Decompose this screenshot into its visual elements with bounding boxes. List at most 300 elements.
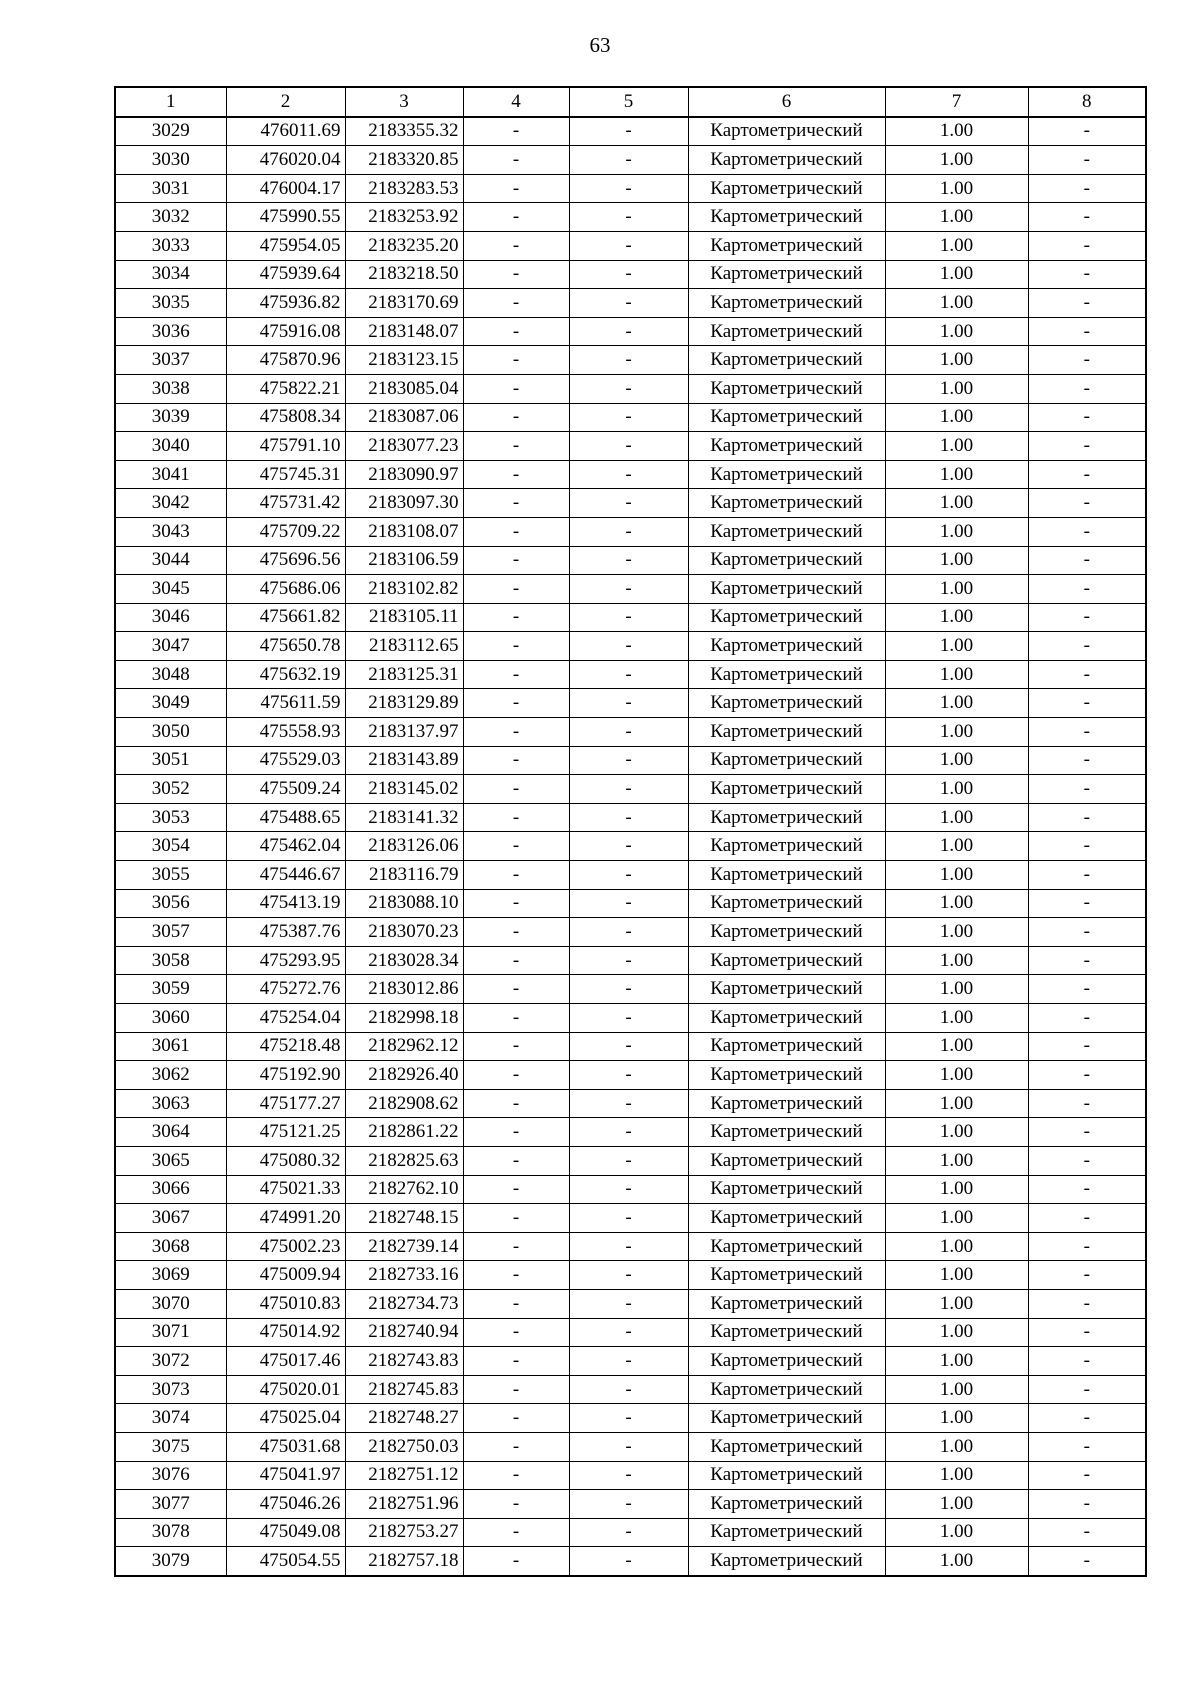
method-cell: Картометрический bbox=[688, 231, 885, 260]
method-cell: Картометрический bbox=[688, 1261, 885, 1290]
accuracy-cell: 1.00 bbox=[885, 1318, 1028, 1347]
accuracy-cell: 1.00 bbox=[885, 1461, 1028, 1490]
x-coordinate-cell: 475870.96 bbox=[226, 346, 345, 375]
column-4-cell: - bbox=[463, 1461, 569, 1490]
table-row bbox=[115, 1518, 1146, 1547]
column-4-cell: - bbox=[463, 460, 569, 489]
column-4-cell: - bbox=[463, 174, 569, 203]
column-4-cell: - bbox=[463, 918, 569, 947]
accuracy-cell: 1.00 bbox=[885, 460, 1028, 489]
accuracy-cell: 1.00 bbox=[885, 260, 1028, 289]
y-coordinate-cell: 2183143.89 bbox=[345, 746, 463, 775]
accuracy-cell: 1.00 bbox=[885, 146, 1028, 175]
table-row bbox=[115, 1289, 1146, 1318]
table-row bbox=[115, 689, 1146, 718]
y-coordinate-cell: 2183355.32 bbox=[345, 117, 463, 146]
accuracy-cell: 1.00 bbox=[885, 918, 1028, 947]
column-8-cell: - bbox=[1028, 1146, 1146, 1175]
x-coordinate-cell: 475009.94 bbox=[226, 1261, 345, 1290]
method-cell: Картометрический bbox=[688, 1432, 885, 1461]
accuracy-cell: 1.00 bbox=[885, 289, 1028, 318]
table-row bbox=[115, 632, 1146, 661]
table-row bbox=[115, 289, 1146, 318]
accuracy-cell: 1.00 bbox=[885, 317, 1028, 346]
column-8-cell: - bbox=[1028, 1490, 1146, 1519]
accuracy-cell: 1.00 bbox=[885, 746, 1028, 775]
point-number-cell: 3063 bbox=[115, 1089, 226, 1118]
column-5-cell: - bbox=[569, 1289, 688, 1318]
column-5-cell: - bbox=[569, 918, 688, 947]
table-row bbox=[115, 403, 1146, 432]
x-coordinate-cell: 475990.55 bbox=[226, 203, 345, 232]
column-8-cell: - bbox=[1028, 832, 1146, 861]
column-4-cell: - bbox=[463, 289, 569, 318]
method-cell: Картометрический bbox=[688, 918, 885, 947]
method-cell: Картометрический bbox=[688, 1061, 885, 1090]
column-header: 5 bbox=[569, 87, 688, 117]
column-5-cell: - bbox=[569, 1004, 688, 1033]
point-number-cell: 3042 bbox=[115, 489, 226, 518]
table-row bbox=[115, 918, 1146, 947]
y-coordinate-cell: 2183170.69 bbox=[345, 289, 463, 318]
table-row bbox=[115, 1204, 1146, 1233]
x-coordinate-cell: 475791.10 bbox=[226, 432, 345, 461]
column-8-cell: - bbox=[1028, 1232, 1146, 1261]
table-row bbox=[115, 1089, 1146, 1118]
accuracy-cell: 1.00 bbox=[885, 489, 1028, 518]
accuracy-cell: 1.00 bbox=[885, 718, 1028, 747]
x-coordinate-cell: 475446.67 bbox=[226, 861, 345, 890]
method-cell: Картометрический bbox=[688, 1232, 885, 1261]
column-5-cell: - bbox=[569, 803, 688, 832]
y-coordinate-cell: 2183077.23 bbox=[345, 432, 463, 461]
column-8-cell: - bbox=[1028, 889, 1146, 918]
column-4-cell: - bbox=[463, 632, 569, 661]
column-5-cell: - bbox=[569, 1261, 688, 1290]
point-number-cell: 3035 bbox=[115, 289, 226, 318]
point-number-cell: 3048 bbox=[115, 660, 226, 689]
column-4-cell: - bbox=[463, 203, 569, 232]
method-cell: Картометрический bbox=[688, 517, 885, 546]
accuracy-cell: 1.00 bbox=[885, 1432, 1028, 1461]
point-number-cell: 3066 bbox=[115, 1175, 226, 1204]
column-5-cell: - bbox=[569, 746, 688, 775]
table-row bbox=[115, 203, 1146, 232]
x-coordinate-cell: 475020.01 bbox=[226, 1375, 345, 1404]
table-row bbox=[115, 1490, 1146, 1519]
x-coordinate-cell: 475611.59 bbox=[226, 689, 345, 718]
x-coordinate-cell: 475709.22 bbox=[226, 517, 345, 546]
column-8-cell: - bbox=[1028, 632, 1146, 661]
point-number-cell: 3075 bbox=[115, 1432, 226, 1461]
column-5-cell: - bbox=[569, 346, 688, 375]
column-4-cell: - bbox=[463, 117, 569, 146]
point-number-cell: 3049 bbox=[115, 689, 226, 718]
column-4-cell: - bbox=[463, 432, 569, 461]
x-coordinate-cell: 475686.06 bbox=[226, 575, 345, 604]
column-8-cell: - bbox=[1028, 660, 1146, 689]
column-5-cell: - bbox=[569, 632, 688, 661]
accuracy-cell: 1.00 bbox=[885, 174, 1028, 203]
page-number: 63 bbox=[589, 33, 611, 57]
method-cell: Картометрический bbox=[688, 1547, 885, 1576]
point-number-cell: 3072 bbox=[115, 1347, 226, 1376]
x-coordinate-cell: 475177.27 bbox=[226, 1089, 345, 1118]
column-header: 8 bbox=[1028, 87, 1146, 117]
y-coordinate-cell: 2183145.02 bbox=[345, 775, 463, 804]
column-8-cell: - bbox=[1028, 861, 1146, 890]
point-number-cell: 3062 bbox=[115, 1061, 226, 1090]
y-coordinate-cell: 2183123.15 bbox=[345, 346, 463, 375]
table-row bbox=[115, 803, 1146, 832]
x-coordinate-cell: 475916.08 bbox=[226, 317, 345, 346]
accuracy-cell: 1.00 bbox=[885, 1547, 1028, 1576]
column-5-cell: - bbox=[569, 1375, 688, 1404]
column-4-cell: - bbox=[463, 517, 569, 546]
y-coordinate-cell: 2182753.27 bbox=[345, 1518, 463, 1547]
column-4-cell: - bbox=[463, 1375, 569, 1404]
point-number-cell: 3044 bbox=[115, 546, 226, 575]
y-coordinate-cell: 2183283.53 bbox=[345, 174, 463, 203]
column-8-cell: - bbox=[1028, 117, 1146, 146]
method-cell: Картометрический bbox=[688, 1347, 885, 1376]
point-number-cell: 3056 bbox=[115, 889, 226, 918]
method-cell: Картометрический bbox=[688, 203, 885, 232]
column-header: 7 bbox=[885, 87, 1028, 117]
column-8-cell: - bbox=[1028, 317, 1146, 346]
point-number-cell: 3050 bbox=[115, 718, 226, 747]
y-coordinate-cell: 2182739.14 bbox=[345, 1232, 463, 1261]
accuracy-cell: 1.00 bbox=[885, 660, 1028, 689]
column-5-cell: - bbox=[569, 1118, 688, 1147]
column-5-cell: - bbox=[569, 1232, 688, 1261]
accuracy-cell: 1.00 bbox=[885, 632, 1028, 661]
method-cell: Картометрический bbox=[688, 718, 885, 747]
column-8-cell: - bbox=[1028, 803, 1146, 832]
x-coordinate-cell: 475017.46 bbox=[226, 1347, 345, 1376]
accuracy-cell: 1.00 bbox=[885, 1061, 1028, 1090]
method-cell: Картометрический bbox=[688, 1404, 885, 1433]
method-cell: Картометрический bbox=[688, 1118, 885, 1147]
column-8-cell: - bbox=[1028, 1347, 1146, 1376]
column-4-cell: - bbox=[463, 146, 569, 175]
column-8-cell: - bbox=[1028, 1518, 1146, 1547]
column-8-cell: - bbox=[1028, 1032, 1146, 1061]
column-4-cell: - bbox=[463, 603, 569, 632]
point-number-cell: 3033 bbox=[115, 231, 226, 260]
column-4-cell: - bbox=[463, 403, 569, 432]
method-cell: Картометрический bbox=[688, 432, 885, 461]
method-cell: Картометрический bbox=[688, 1289, 885, 1318]
x-coordinate-cell: 475041.97 bbox=[226, 1461, 345, 1490]
point-number-cell: 3079 bbox=[115, 1547, 226, 1576]
accuracy-cell: 1.00 bbox=[885, 1089, 1028, 1118]
method-cell: Картометрический bbox=[688, 775, 885, 804]
point-number-cell: 3030 bbox=[115, 146, 226, 175]
method-cell: Картометрический bbox=[688, 174, 885, 203]
point-number-cell: 3068 bbox=[115, 1232, 226, 1261]
x-coordinate-cell: 475021.33 bbox=[226, 1175, 345, 1204]
point-number-cell: 3031 bbox=[115, 174, 226, 203]
accuracy-cell: 1.00 bbox=[885, 1004, 1028, 1033]
point-number-cell: 3037 bbox=[115, 346, 226, 375]
y-coordinate-cell: 2182757.18 bbox=[345, 1547, 463, 1576]
x-coordinate-cell: 475413.19 bbox=[226, 889, 345, 918]
method-cell: Картометрический bbox=[688, 832, 885, 861]
column-5-cell: - bbox=[569, 1404, 688, 1433]
column-5-cell: - bbox=[569, 546, 688, 575]
method-cell: Картометрический bbox=[688, 1318, 885, 1347]
table-row bbox=[115, 1547, 1146, 1576]
column-8-cell: - bbox=[1028, 460, 1146, 489]
accuracy-cell: 1.00 bbox=[885, 403, 1028, 432]
column-8-cell: - bbox=[1028, 1204, 1146, 1233]
accuracy-cell: 1.00 bbox=[885, 1232, 1028, 1261]
column-header: 6 bbox=[688, 87, 885, 117]
x-coordinate-cell: 475046.26 bbox=[226, 1490, 345, 1519]
point-number-cell: 3053 bbox=[115, 803, 226, 832]
accuracy-cell: 1.00 bbox=[885, 803, 1028, 832]
x-coordinate-cell: 475080.32 bbox=[226, 1146, 345, 1175]
column-4-cell: - bbox=[463, 861, 569, 890]
accuracy-cell: 1.00 bbox=[885, 117, 1028, 146]
point-number-cell: 3065 bbox=[115, 1146, 226, 1175]
table-row bbox=[115, 1432, 1146, 1461]
method-cell: Картометрический bbox=[688, 1490, 885, 1519]
column-4-cell: - bbox=[463, 231, 569, 260]
column-8-cell: - bbox=[1028, 231, 1146, 260]
column-4-cell: - bbox=[463, 1146, 569, 1175]
accuracy-cell: 1.00 bbox=[885, 1490, 1028, 1519]
column-4-cell: - bbox=[463, 803, 569, 832]
column-8-cell: - bbox=[1028, 575, 1146, 604]
point-number-cell: 3043 bbox=[115, 517, 226, 546]
point-number-cell: 3045 bbox=[115, 575, 226, 604]
method-cell: Картометрический bbox=[688, 660, 885, 689]
method-cell: Картометрический bbox=[688, 803, 885, 832]
column-header: 2 bbox=[226, 87, 345, 117]
point-number-cell: 3039 bbox=[115, 403, 226, 432]
method-cell: Картометрический bbox=[688, 1004, 885, 1033]
method-cell: Картометрический bbox=[688, 1204, 885, 1233]
column-5-cell: - bbox=[569, 174, 688, 203]
column-5-cell: - bbox=[569, 775, 688, 804]
column-4-cell: - bbox=[463, 946, 569, 975]
column-4-cell: - bbox=[463, 1518, 569, 1547]
accuracy-cell: 1.00 bbox=[885, 689, 1028, 718]
column-4-cell: - bbox=[463, 1347, 569, 1376]
column-5-cell: - bbox=[569, 861, 688, 890]
x-coordinate-cell: 476020.04 bbox=[226, 146, 345, 175]
table-row bbox=[115, 231, 1146, 260]
point-number-cell: 3034 bbox=[115, 260, 226, 289]
x-coordinate-cell: 475954.05 bbox=[226, 231, 345, 260]
x-coordinate-cell: 475808.34 bbox=[226, 403, 345, 432]
column-5-cell: - bbox=[569, 260, 688, 289]
y-coordinate-cell: 2182751.96 bbox=[345, 1490, 463, 1519]
y-coordinate-cell: 2183116.79 bbox=[345, 861, 463, 890]
method-cell: Картометрический bbox=[688, 317, 885, 346]
x-coordinate-cell: 475192.90 bbox=[226, 1061, 345, 1090]
y-coordinate-cell: 2182733.16 bbox=[345, 1261, 463, 1290]
y-coordinate-cell: 2183087.06 bbox=[345, 403, 463, 432]
x-coordinate-cell: 475049.08 bbox=[226, 1518, 345, 1547]
table-row bbox=[115, 117, 1146, 146]
column-4-cell: - bbox=[463, 718, 569, 747]
table-row bbox=[115, 1347, 1146, 1376]
y-coordinate-cell: 2183125.31 bbox=[345, 660, 463, 689]
accuracy-cell: 1.00 bbox=[885, 546, 1028, 575]
x-coordinate-cell: 474991.20 bbox=[226, 1204, 345, 1233]
y-coordinate-cell: 2183148.07 bbox=[345, 317, 463, 346]
y-coordinate-cell: 2183129.89 bbox=[345, 689, 463, 718]
column-4-cell: - bbox=[463, 832, 569, 861]
x-coordinate-cell: 475558.93 bbox=[226, 718, 345, 747]
y-coordinate-cell: 2183253.92 bbox=[345, 203, 463, 232]
table-row bbox=[115, 432, 1146, 461]
accuracy-cell: 1.00 bbox=[885, 1118, 1028, 1147]
y-coordinate-cell: 2182825.63 bbox=[345, 1146, 463, 1175]
y-coordinate-cell: 2183088.10 bbox=[345, 889, 463, 918]
column-8-cell: - bbox=[1028, 1461, 1146, 1490]
column-4-cell: - bbox=[463, 689, 569, 718]
table-row bbox=[115, 1032, 1146, 1061]
point-number-cell: 3061 bbox=[115, 1032, 226, 1061]
column-4-cell: - bbox=[463, 1175, 569, 1204]
column-4-cell: - bbox=[463, 1118, 569, 1147]
x-coordinate-cell: 475121.25 bbox=[226, 1118, 345, 1147]
x-coordinate-cell: 475218.48 bbox=[226, 1032, 345, 1061]
y-coordinate-cell: 2183218.50 bbox=[345, 260, 463, 289]
column-4-cell: - bbox=[463, 1261, 569, 1290]
column-8-cell: - bbox=[1028, 546, 1146, 575]
accuracy-cell: 1.00 bbox=[885, 203, 1028, 232]
y-coordinate-cell: 2182748.27 bbox=[345, 1404, 463, 1433]
column-4-cell: - bbox=[463, 1061, 569, 1090]
table-row bbox=[115, 317, 1146, 346]
x-coordinate-cell: 475031.68 bbox=[226, 1432, 345, 1461]
x-coordinate-cell: 475529.03 bbox=[226, 746, 345, 775]
method-cell: Картометрический bbox=[688, 632, 885, 661]
column-8-cell: - bbox=[1028, 403, 1146, 432]
column-5-cell: - bbox=[569, 231, 688, 260]
column-5-cell: - bbox=[569, 489, 688, 518]
point-number-cell: 3052 bbox=[115, 775, 226, 804]
column-5-cell: - bbox=[569, 1089, 688, 1118]
table-row bbox=[115, 861, 1146, 890]
point-number-cell: 3067 bbox=[115, 1204, 226, 1233]
point-number-cell: 3069 bbox=[115, 1261, 226, 1290]
accuracy-cell: 1.00 bbox=[885, 832, 1028, 861]
x-coordinate-cell: 476004.17 bbox=[226, 174, 345, 203]
point-number-cell: 3054 bbox=[115, 832, 226, 861]
column-8-cell: - bbox=[1028, 346, 1146, 375]
accuracy-cell: 1.00 bbox=[885, 1032, 1028, 1061]
column-4-cell: - bbox=[463, 1204, 569, 1233]
table-row bbox=[115, 946, 1146, 975]
x-coordinate-cell: 475014.92 bbox=[226, 1318, 345, 1347]
accuracy-cell: 1.00 bbox=[885, 1518, 1028, 1547]
method-cell: Картометрический bbox=[688, 1146, 885, 1175]
method-cell: Картометрический bbox=[688, 346, 885, 375]
accuracy-cell: 1.00 bbox=[885, 432, 1028, 461]
y-coordinate-cell: 2183106.59 bbox=[345, 546, 463, 575]
y-coordinate-cell: 2183090.97 bbox=[345, 460, 463, 489]
column-4-cell: - bbox=[463, 1490, 569, 1519]
accuracy-cell: 1.00 bbox=[885, 775, 1028, 804]
method-cell: Картометрический bbox=[688, 1461, 885, 1490]
table-row bbox=[115, 517, 1146, 546]
column-8-cell: - bbox=[1028, 975, 1146, 1004]
accuracy-cell: 1.00 bbox=[885, 1375, 1028, 1404]
method-cell: Картометрический bbox=[688, 1032, 885, 1061]
column-5-cell: - bbox=[569, 203, 688, 232]
column-8-cell: - bbox=[1028, 1432, 1146, 1461]
accuracy-cell: 1.00 bbox=[885, 861, 1028, 890]
column-5-cell: - bbox=[569, 975, 688, 1004]
method-cell: Картометрический bbox=[688, 689, 885, 718]
table-row bbox=[115, 889, 1146, 918]
x-coordinate-cell: 475025.04 bbox=[226, 1404, 345, 1433]
table-row bbox=[115, 575, 1146, 604]
y-coordinate-cell: 2183097.30 bbox=[345, 489, 463, 518]
column-5-cell: - bbox=[569, 889, 688, 918]
accuracy-cell: 1.00 bbox=[885, 603, 1028, 632]
method-cell: Картометрический bbox=[688, 1375, 885, 1404]
method-cell: Картометрический bbox=[688, 575, 885, 604]
point-number-cell: 3051 bbox=[115, 746, 226, 775]
column-5-cell: - bbox=[569, 603, 688, 632]
column-5-cell: - bbox=[569, 289, 688, 318]
column-4-cell: - bbox=[463, 775, 569, 804]
y-coordinate-cell: 2182762.10 bbox=[345, 1175, 463, 1204]
x-coordinate-cell: 475745.31 bbox=[226, 460, 345, 489]
table-row bbox=[115, 718, 1146, 747]
point-number-cell: 3078 bbox=[115, 1518, 226, 1547]
table-row bbox=[115, 1004, 1146, 1033]
column-5-cell: - bbox=[569, 117, 688, 146]
column-5-cell: - bbox=[569, 403, 688, 432]
x-coordinate-cell: 476011.69 bbox=[226, 117, 345, 146]
point-number-cell: 3073 bbox=[115, 1375, 226, 1404]
table-row bbox=[115, 1461, 1146, 1490]
accuracy-cell: 1.00 bbox=[885, 575, 1028, 604]
y-coordinate-cell: 2183012.86 bbox=[345, 975, 463, 1004]
column-5-cell: - bbox=[569, 660, 688, 689]
column-4-cell: - bbox=[463, 546, 569, 575]
y-coordinate-cell: 2182751.12 bbox=[345, 1461, 463, 1490]
column-8-cell: - bbox=[1028, 146, 1146, 175]
column-4-cell: - bbox=[463, 1289, 569, 1318]
column-5-cell: - bbox=[569, 460, 688, 489]
column-8-cell: - bbox=[1028, 775, 1146, 804]
method-cell: Картометрический bbox=[688, 861, 885, 890]
y-coordinate-cell: 2182745.83 bbox=[345, 1375, 463, 1404]
x-coordinate-cell: 475822.21 bbox=[226, 374, 345, 403]
column-4-cell: - bbox=[463, 1089, 569, 1118]
point-number-cell: 3057 bbox=[115, 918, 226, 947]
method-cell: Картометрический bbox=[688, 403, 885, 432]
accuracy-cell: 1.00 bbox=[885, 1404, 1028, 1433]
table-row bbox=[115, 1175, 1146, 1204]
accuracy-cell: 1.00 bbox=[885, 1347, 1028, 1376]
column-5-cell: - bbox=[569, 946, 688, 975]
column-8-cell: - bbox=[1028, 1318, 1146, 1347]
point-number-cell: 3074 bbox=[115, 1404, 226, 1433]
column-5-cell: - bbox=[569, 1175, 688, 1204]
table-row bbox=[115, 1146, 1146, 1175]
column-8-cell: - bbox=[1028, 432, 1146, 461]
